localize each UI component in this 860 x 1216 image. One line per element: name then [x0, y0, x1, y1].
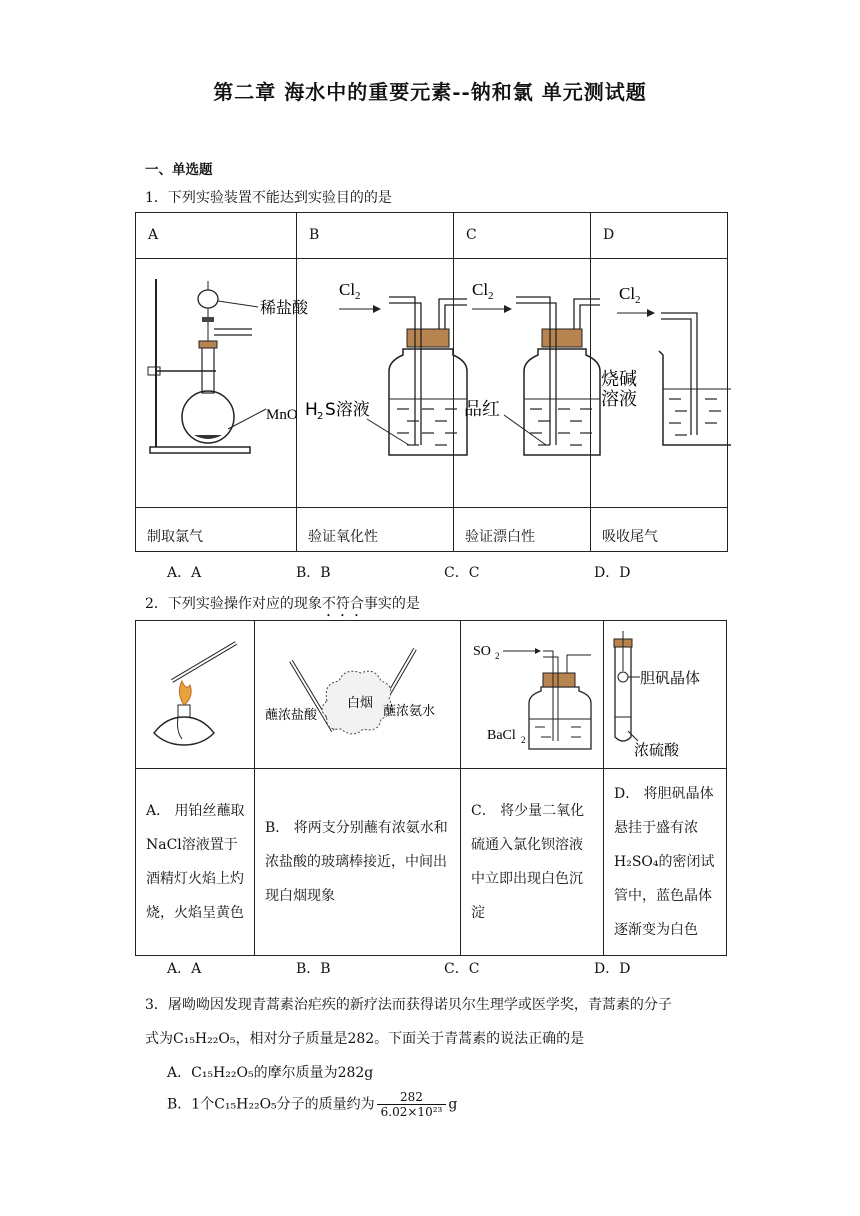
q1-header-a: A — [136, 213, 297, 259]
label-crystal: 胆矾晶体 — [640, 669, 701, 687]
label-nh3-rod: 蘸浓氨水 — [383, 704, 436, 719]
q2-cell-d: D． 将胆矾晶体悬挂于盛有浓H₂SO₄的密闭试管中，蓝色晶体逐渐变为白色 — [604, 769, 727, 956]
fraction: $\frac{282}{\text{6.02×10²³}}$ — [377, 1090, 447, 1119]
q2-figure-d — [604, 621, 727, 769]
svg-text:2: 2 — [317, 411, 324, 422]
q1-caption-b: 验证氧化性 — [297, 508, 454, 552]
label-h2s: H — [305, 400, 318, 420]
q1-option-c: C．C — [444, 565, 480, 581]
q2-option-c: C．C — [444, 961, 480, 977]
label-cl2-d: Cl — [619, 284, 636, 303]
q1-caption-c: 验证漂白性 — [454, 508, 591, 552]
label-hcl-rod: 蘸浓盐酸 — [265, 708, 318, 723]
q2-figure-b — [255, 621, 461, 769]
svg-text:2: 2 — [521, 735, 526, 745]
label-so2: SO — [473, 644, 491, 659]
q1-stem: 1．下列实验装置不能达到实验目的的是 — [145, 190, 392, 206]
label-cl2-c: Cl — [472, 280, 489, 299]
q1-option-a: A．A — [167, 565, 202, 581]
emphasis-text: 不符合 — [321, 596, 364, 612]
q3-line-2: 式为C₁₅H₂₂O₅，相对分子质量是282。下面关于青蒿素的说法正确的是 — [145, 1031, 585, 1047]
svg-text:2: 2 — [635, 294, 641, 306]
q1-figure-c — [454, 259, 591, 508]
svg-text:2: 2 — [355, 290, 361, 302]
q1-caption-a: 制取氯气 — [136, 508, 297, 552]
svg-text:2: 2 — [488, 290, 494, 302]
label-cl2-b: Cl — [339, 280, 356, 299]
svg-text:S溶液: S溶液 — [325, 400, 370, 420]
q1-header-b: B — [297, 213, 454, 259]
q1-figure-b — [297, 259, 454, 508]
q3-option-a: A．C₁₅H₂₂O₅的摩尔质量为282g — [167, 1065, 374, 1081]
q2-table — [135, 620, 727, 956]
label-smoke: 白烟 — [347, 696, 374, 711]
q2-option-d: D．D — [594, 961, 631, 977]
q3-option-b: B．1个C₁₅H₂₂O₅分子的质量约为 $\frac{282}{\text{6.02×10²³}}$ g — [167, 1090, 458, 1119]
q2-cell-a: A． 用铂丝蘸取NaCl溶液置于酒精灯火焰上灼烧，火焰呈黄色 — [136, 769, 255, 956]
q2-figure-c — [461, 621, 604, 769]
q2-stem: 2．下列实验操作对应的现象不符合事实的是 — [145, 596, 420, 612]
q2-cell-c: C． 将少量二氧化硫通入氯化钡溶液中立即出现白色沉淀 — [461, 769, 604, 956]
label-h2so4: 浓硫酸 — [634, 741, 680, 759]
q1-option-b: B．B — [296, 565, 331, 581]
section-heading: 一、单选题 — [145, 162, 213, 178]
label-mno2: MnO — [266, 407, 298, 423]
q2-figure-a — [136, 621, 255, 769]
q2-option-b: B．B — [296, 961, 331, 977]
q1-figure-a — [136, 259, 309, 508]
label-shaojian: 烧碱 — [601, 369, 637, 390]
q1-caption-d: 吸收尾气 — [591, 508, 728, 552]
label-bacl2: BaCl — [487, 728, 516, 743]
q2-cell-b: B． 将两支分别蘸有浓氨水和浓盐酸的玻璃棒接近，中间出现白烟现象 — [255, 769, 461, 956]
page-title: 第二章 海水中的重要元素--钠和氯 单元测试题 — [213, 80, 647, 104]
q3-line-1: 3．屠呦呦因发现青蒿素治疟疾的新疗法而获得诺贝尔生理学或医学奖，青蒿素的分子 — [145, 997, 672, 1013]
q1-header-d: D — [591, 213, 728, 259]
q2-option-a: A．A — [167, 961, 202, 977]
q1-header-c: C — [454, 213, 591, 259]
svg-text:2: 2 — [495, 651, 500, 661]
label-hcl: 稀盐酸 — [260, 298, 309, 317]
label-rongye: 溶液 — [601, 389, 637, 410]
q1-figure-d — [591, 259, 728, 508]
q1-option-d: D．D — [594, 565, 631, 581]
q1-table — [135, 212, 728, 552]
label-pinhong: 品红 — [464, 399, 500, 420]
